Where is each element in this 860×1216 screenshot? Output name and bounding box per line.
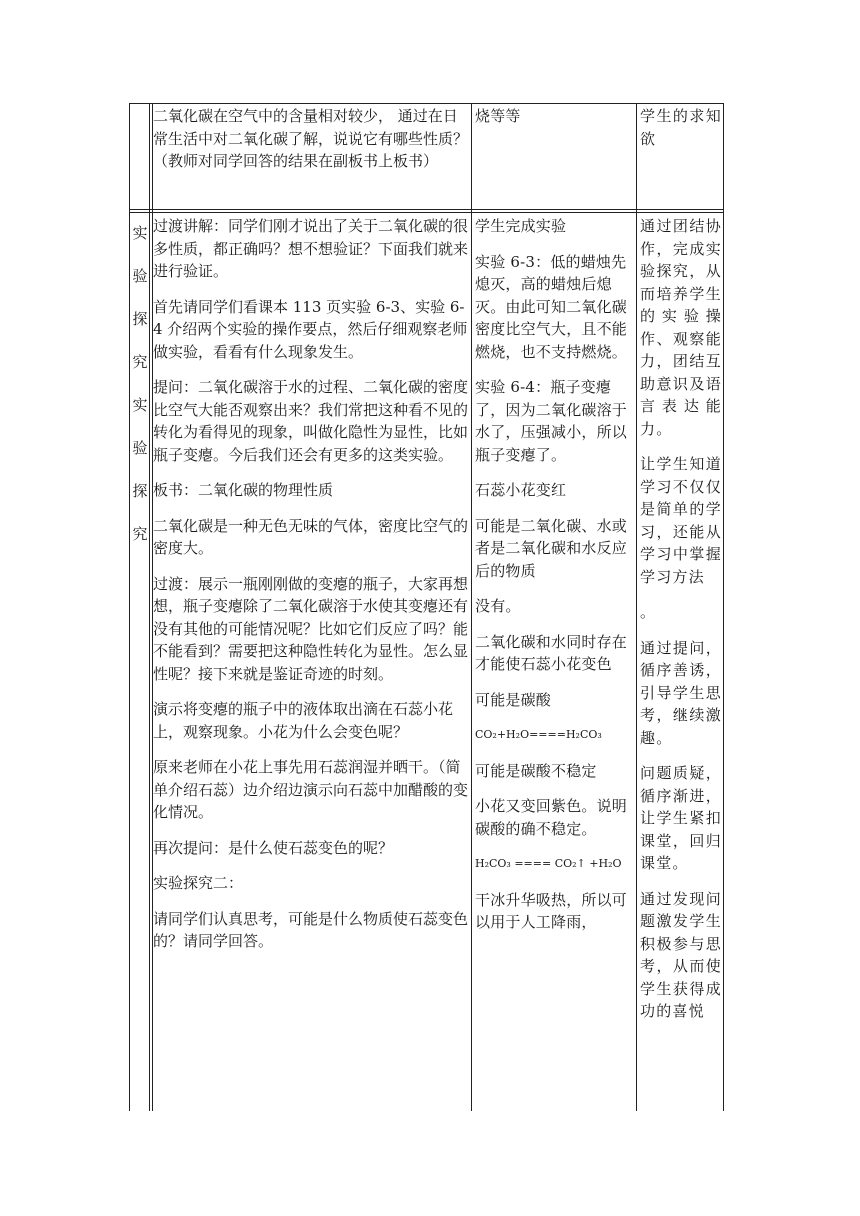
row2-design-intent xyxy=(640,215,722,1036)
teacher-paragraph: 演示将变瘪的瓶子中的液体取出滴在石蕊小花上，观察现象。小花为什么会变色呢？ xyxy=(153,700,454,741)
table-divider-col1 xyxy=(149,103,150,1111)
teacher-paragraph: 二氧化碳是一种无色无味的气体，密度比空气的密度大。 xyxy=(153,516,469,557)
table-border-top xyxy=(129,103,724,104)
student-paragraph: 石蕊小花变红 xyxy=(475,481,567,499)
intent-paragraph: 通过提问，循序善诱，引导学生思考，继续激趣。 xyxy=(640,638,722,747)
table-border-left xyxy=(129,103,130,1111)
teacher-paragraph: 首先请同学们看课本 113 页实验 6-3、实验 6-4 介绍两个实验的操作要点，然后仔细观察老师做实验，看看有什么现象发生。 xyxy=(153,297,468,361)
student-paragraph: 可能是碳酸不稳定 xyxy=(475,761,597,780)
chemical-equation: CO₂+H₂O====H₂CO₃ xyxy=(475,728,602,741)
row1-student-activity xyxy=(475,105,634,128)
stage-char: 验 xyxy=(132,439,148,457)
intent-paragraph: 通过团结协作，完成实验探究，从而培养学生的实验操作、观察能力，团结互助意识及语言表达能力。 xyxy=(640,217,722,438)
row1-student-text: 烧等等 xyxy=(475,107,521,125)
intent-paragraph: 。 xyxy=(640,603,657,621)
row1-teacher-text: 二氧化碳在空气中的含量相对较少， 通过在日常生活中对二氧化碳了解，说说它有哪些性质？（教师对同学回答的结果在副板书上板书） xyxy=(153,107,469,170)
student-paragraph: 二氧化碳和水同时存在才能使石蕊小花变色 xyxy=(475,632,628,673)
student-paragraph: 实验 6-3：低的蜡烛先熄灭，高的蜡烛后熄灭。由此可知二氧化碳密度比空气大，且不能燃烧，也不支持燃烧。 xyxy=(475,252,628,361)
student-paragraph: 小花又变回紫色。说明碳酸的确不稳定。 xyxy=(475,797,628,838)
row2-teacher-activity xyxy=(153,215,469,966)
student-paragraph: 可能是碳酸 xyxy=(475,690,552,709)
teacher-paragraph: 板书：二氧化碳的物理性质 xyxy=(153,481,334,499)
student-paragraph: 干冰升华吸热，所以可以用于人工降雨， xyxy=(475,890,628,931)
teacher-paragraph: 原来老师在小花上事先用石蕊润湿并晒干。（简单介绍石蕊）边介绍边演示向石蕊中加醋酸的变化情况。 xyxy=(153,758,469,821)
teacher-paragraph: 实验探究二： xyxy=(153,874,244,892)
row2-stage-label xyxy=(131,212,149,556)
table-divider-col2 xyxy=(471,103,472,1111)
teacher-paragraph: 过渡：展示一瓶刚刚做的变瘪的瓶子，大家再想想，瓶子变瘪除了二氧化碳溶于水使其变瘪还有没有其他的可能情况呢？比如它们反应了吗？能不能看到？需要把这种隐性转化为显性。怎么显性呢？接下来就是鉴证奇迹的时刻。 xyxy=(153,574,469,683)
stage-char: 探 xyxy=(132,482,148,500)
stage-char: 实 xyxy=(132,396,148,414)
intent-paragraph: 问题质疑，循序渐进，让学生紧扣课堂，回归课堂。 xyxy=(640,764,722,872)
stage-char: 验 xyxy=(132,267,148,285)
intent-paragraph: 让学生知道学习不仅仅是简单的学习，还能从学习中掌握学习方法 xyxy=(640,455,722,586)
table-divider-col3 xyxy=(636,103,637,1111)
stage-char: 究 xyxy=(132,353,148,371)
student-paragraph: 没有。 xyxy=(475,597,521,615)
row2-student-activity xyxy=(475,215,634,947)
student-paragraph: 学生完成实验 xyxy=(475,217,567,235)
row1-teacher-activity xyxy=(153,105,469,173)
teacher-paragraph: 过渡讲解：同学们刚才说出了关于二氧化碳的很多性质，都正确吗？想不想验证？下面我们就来进行验证。 xyxy=(153,217,469,280)
intent-paragraph: 通过发现问题激发学生积极参与思考，从而使学生获得成功的喜悦 xyxy=(640,889,722,1020)
stage-char: 实 xyxy=(132,224,148,242)
stage-char: 探 xyxy=(132,310,148,328)
teacher-paragraph: 再次提问：是什么使石蕊变色的呢？ xyxy=(153,838,394,857)
table-row-divider-inner xyxy=(129,212,724,213)
teacher-paragraph: 提问：二氧化碳溶于水的过程、二氧化碳的密度比空气大能否观察出来？我们常把这种看不见的转化为看得见的现象，叫做化隐性为显性，比如瓶子变瘪。今后我们还会有更多的这类实验。 xyxy=(153,378,469,464)
student-paragraph: 实验 6-4：瓶子变瘪了，因为二氧化碳溶于水了，压强减小，所以瓶子变瘪了。 xyxy=(475,378,628,464)
row1-design-intent xyxy=(640,105,722,150)
stage-char: 究 xyxy=(132,525,148,543)
table-row-divider xyxy=(129,209,724,210)
student-paragraph: 可能是二氧化碳、水或者是二氧化碳和水反应后的物质 xyxy=(475,516,628,580)
table-border-right xyxy=(723,103,724,1111)
teacher-paragraph: 请同学们认真思考，可能是什么物质使石蕊变色的？请同学回答。 xyxy=(153,909,469,950)
chemical-equation: H₂CO₃ ==== CO₂↑ +H₂O xyxy=(475,857,622,870)
row1-intent-text: 学生的求知欲 xyxy=(640,107,722,148)
